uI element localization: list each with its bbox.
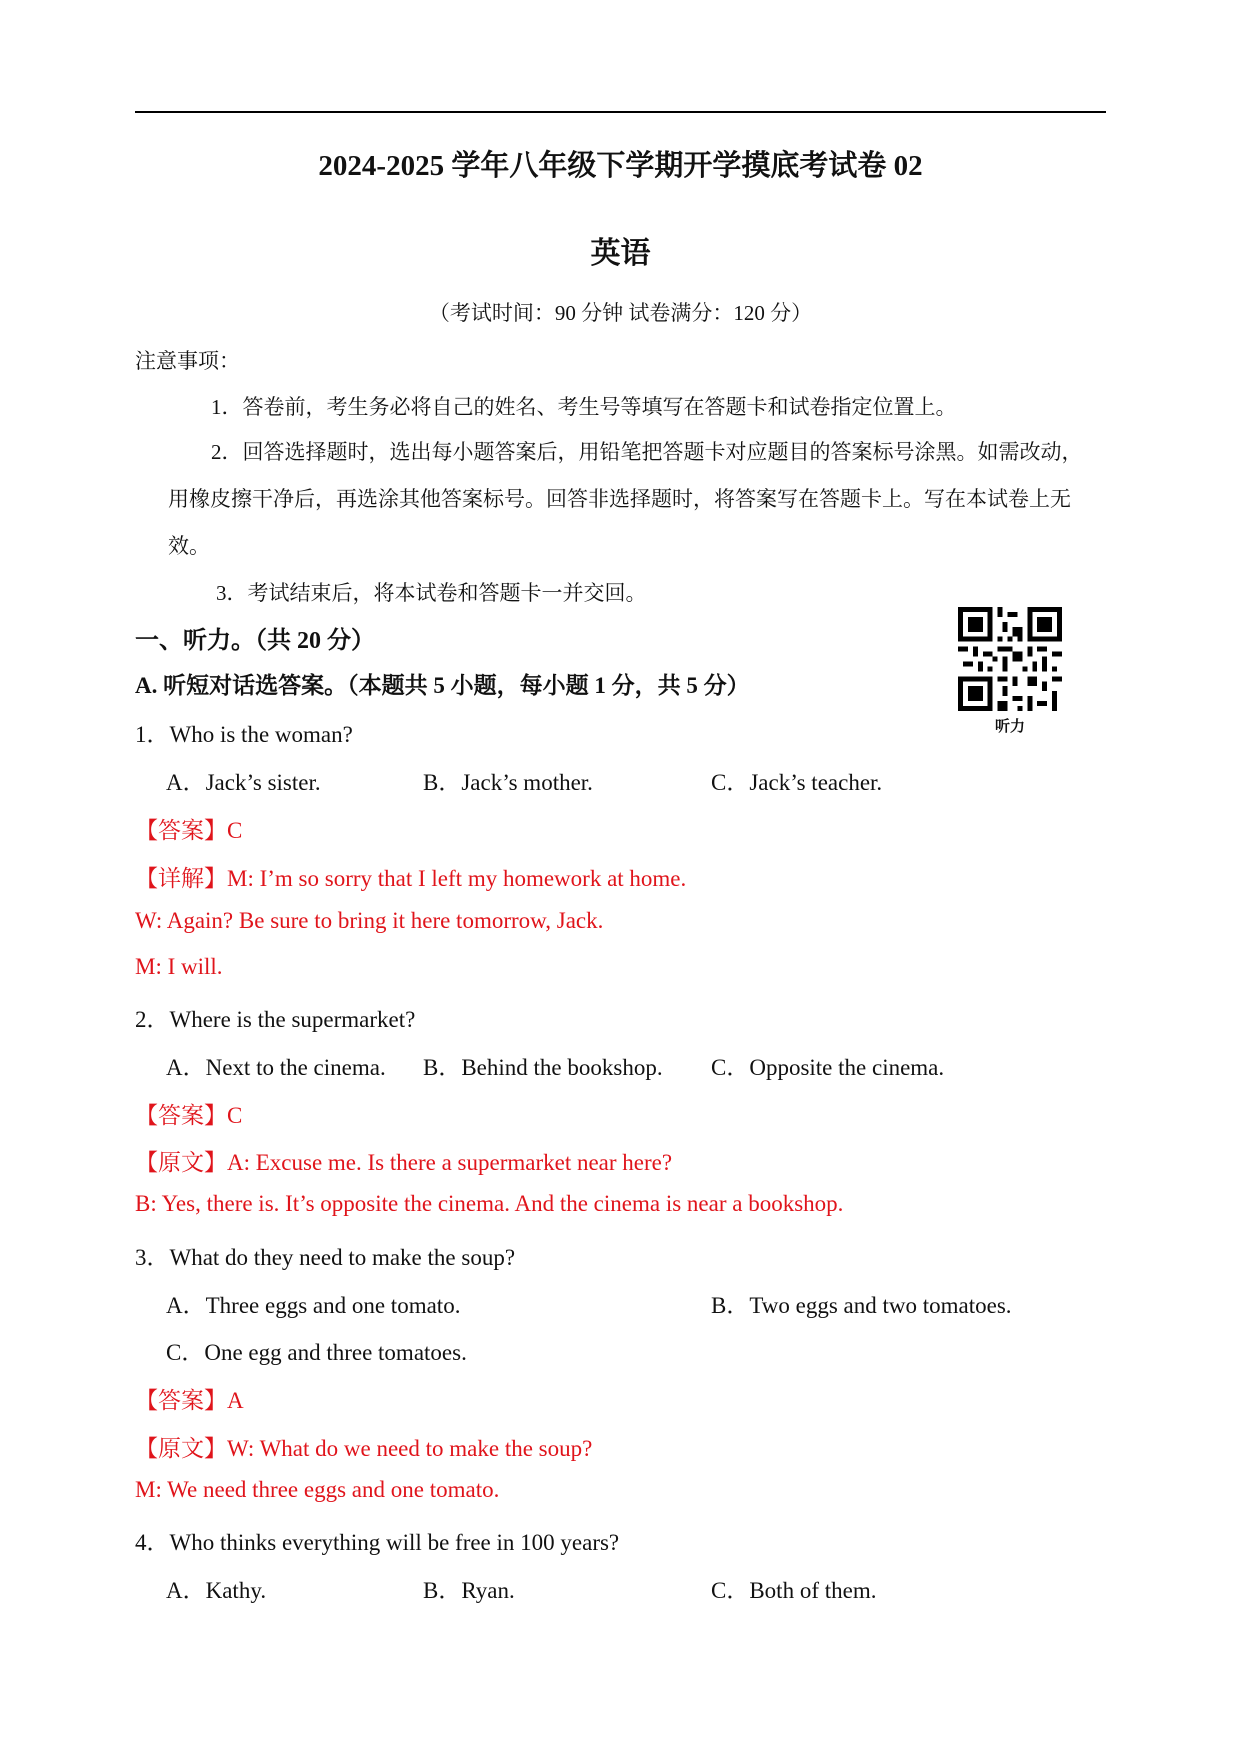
option-b: B．Jack’s mother. <box>423 770 593 795</box>
section-heading: 一、听力。（共 20 分） <box>135 628 375 654</box>
option-b: B．Ryan. <box>423 1578 515 1603</box>
answer-line: 【答案】C <box>135 1103 243 1128</box>
option-c: C．Jack’s teacher. <box>711 770 883 795</box>
answer-line: 【答案】C <box>135 818 243 843</box>
dialogue-line: M: I’m so sorry that I left my homework at home. <box>227 866 687 891</box>
option-a: A．Jack’s sister. <box>166 770 321 795</box>
dialogue-line: W: Again? Be sure to bring it here tomorrow, Jack. <box>135 908 604 933</box>
dialogue-line: M: I will. <box>135 954 223 979</box>
dialogue-line: W: What do we need to make the soup? <box>227 1436 593 1461</box>
detail-tag: 【原文】 <box>135 1436 227 1461</box>
header-rule <box>135 111 1106 113</box>
notice-item: 效。 <box>168 534 210 558</box>
dialogue-line: A: Excuse me. Is there a supermarket near here? <box>227 1150 673 1175</box>
dialogue-line: B: Yes, there is. It’s opposite the cinema. And the cinema is near a bookshop. <box>135 1191 844 1216</box>
exam-title: 2024-2025 学年八年级下学期开学摸底考试卷 02 <box>318 150 923 182</box>
option-c: C．One egg and three tomatoes. <box>166 1340 467 1365</box>
option-a: A．Three eggs and one tomato. <box>166 1293 461 1318</box>
subject-title: 英语 <box>590 237 651 270</box>
question-stem: 2．Where is the supermarket? <box>135 1007 416 1032</box>
notice-heading: 注意事项： <box>135 349 240 373</box>
notice-item: 1．答卷前，考生务必将自己的姓名、考生号等填写在答题卡和试卷指定位置上。 <box>211 395 957 419</box>
exam-meta: （考试时间：90 分钟 试卷满分：120 分） <box>428 301 813 325</box>
detail-line <box>135 1430 592 1463</box>
option-c: C．Both of them. <box>711 1578 877 1603</box>
qr-code-icon <box>958 607 1062 711</box>
question-stem: 3．What do they need to make the soup? <box>135 1245 516 1270</box>
question-stem: 1．Who is the woman? <box>135 722 353 747</box>
dialogue-line: M: We need three eggs and one tomato. <box>135 1477 500 1502</box>
detail-line <box>135 1144 672 1177</box>
notice-item: 2．回答选择题时，选出每小题答案后，用铅笔把答题卡对应题目的答案标号涂黑。如需改动， <box>211 440 1083 464</box>
detail-tag: 【原文】 <box>135 1150 227 1175</box>
detail-tag: 【详解】 <box>135 866 227 891</box>
detail-line <box>135 860 686 893</box>
notice-item: 3．考试结束后，将本试卷和答题卡一并交回。 <box>216 581 647 605</box>
option-a: A．Kathy. <box>166 1578 267 1603</box>
question-stem: 4．Who thinks everything will be free in 100 years? <box>135 1530 620 1555</box>
option-b: B．Behind the bookshop. <box>423 1055 663 1080</box>
option-b: B．Two eggs and two tomatoes. <box>711 1293 1012 1318</box>
answer-line: 【答案】A <box>135 1388 244 1413</box>
notice-item: 用橡皮擦干净后，再选涂其他答案标号。回答非选择题时，将答案写在答题卡上。写在本试卷上无 <box>168 487 1071 511</box>
part-a-heading: A. 听短对话选答案。（本题共 5 小题，每小题 1 分，共 5 分） <box>135 673 750 698</box>
option-a: A．Next to the cinema. <box>166 1055 386 1080</box>
qr-caption: 听力 <box>994 719 1025 735</box>
option-c: C．Opposite the cinema. <box>711 1055 945 1080</box>
